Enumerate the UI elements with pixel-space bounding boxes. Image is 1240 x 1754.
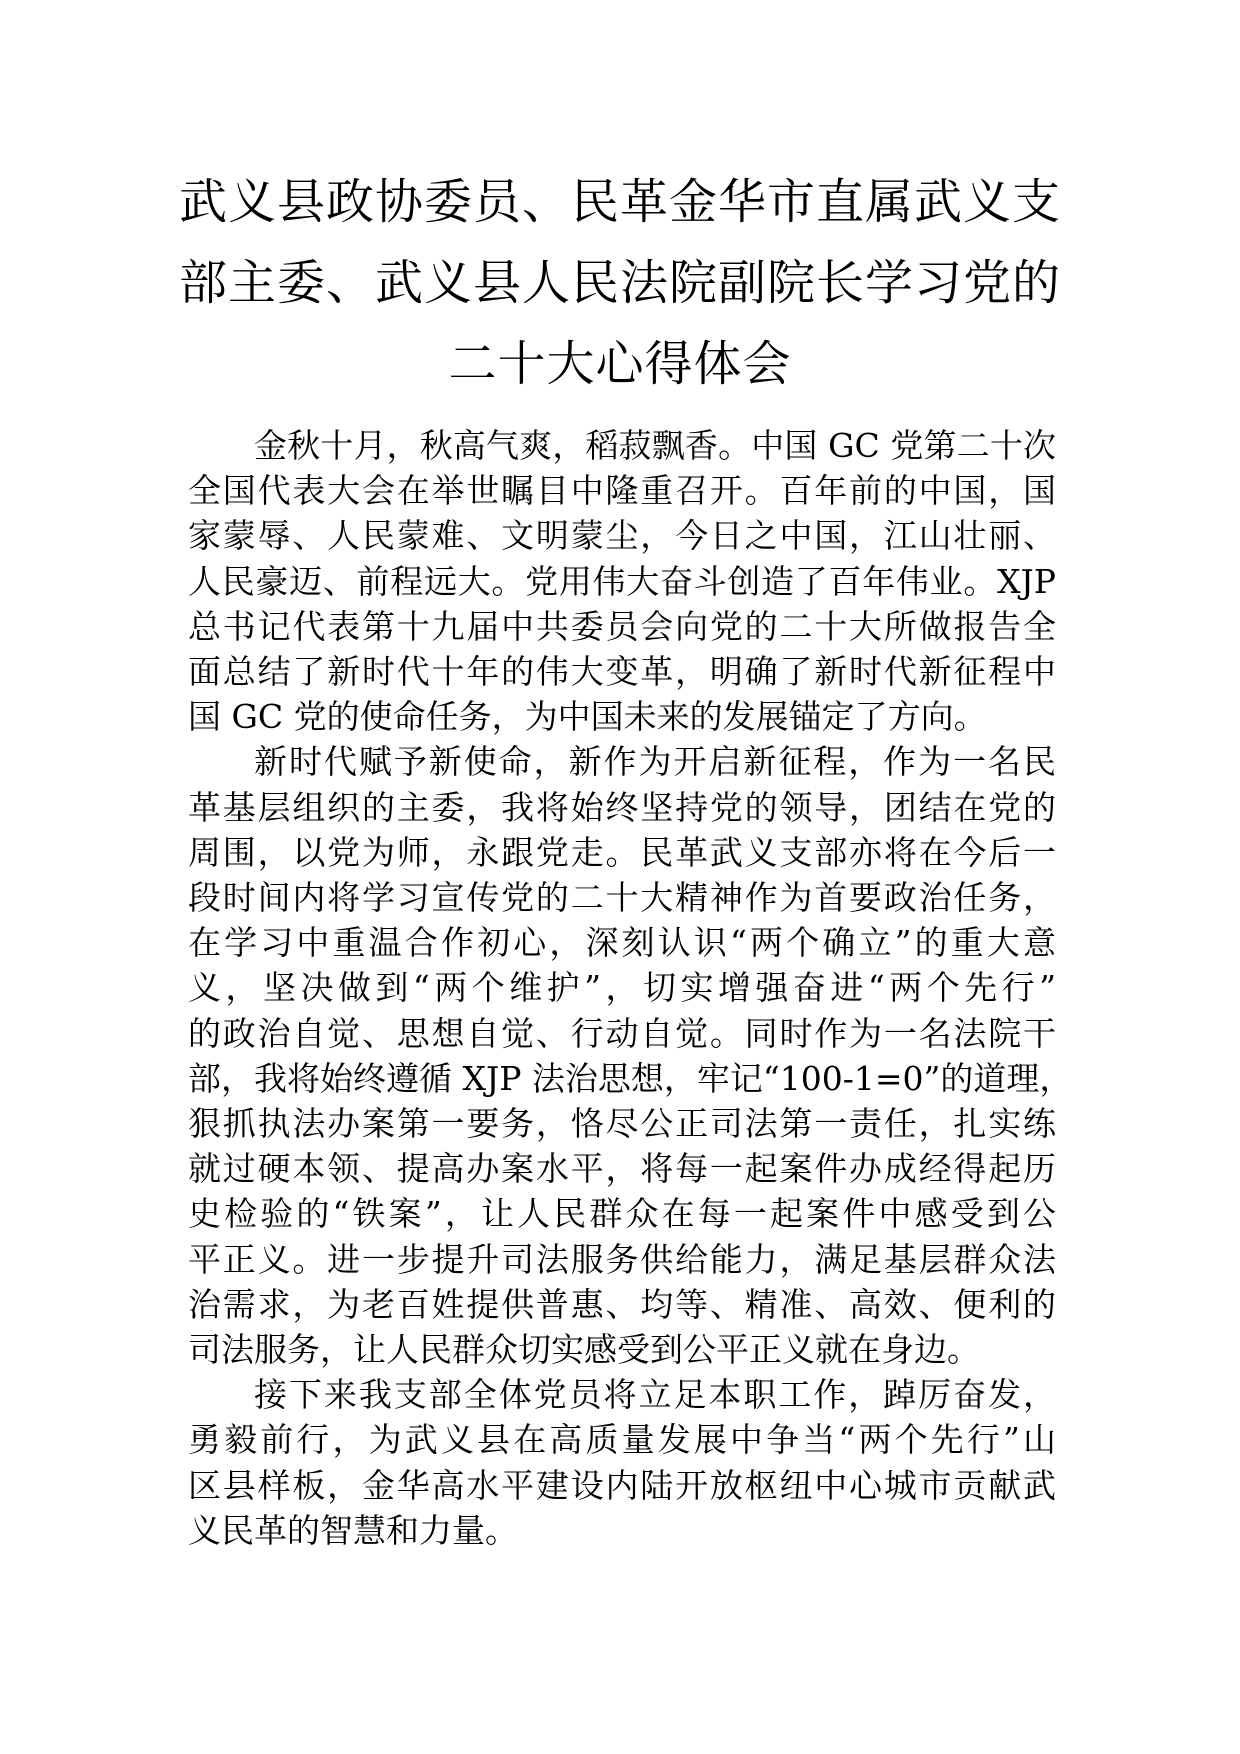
paragraph [188,1372,1056,1553]
text-line: 平正义。进一步提升司法服务供给能力，满足基层群众法 [188,1239,1056,1279]
title-line: 武义县政协委员、民革金华市直属武义支 [178,174,1061,230]
text-line: 狠抓执法办案第一要务，恪尽公正司法第一责任，扎实练 [188,1104,1056,1144]
text-line: 史检验的“铁案”，让人民群众在每一起案件中感受到公 [188,1194,1056,1234]
text-line: 部，我将始终遵循 XJP 法治思想，牢记“100-1=0”的道理， [188,1058,1073,1098]
text-line: 周围，以党为师，永跟党走。民革武义支部亦将在今后一 [188,832,1056,872]
text-line: 总书记代表第十九届中共委员会向党的二十大所做报告全 [188,606,1056,646]
text-line: 接下来我支部全体党员将立足本职工作，踔厉奋发， [254,1375,1056,1415]
text-line: 新时代赋予新使命，新作为开启新征程，作为一名民 [254,742,1056,782]
title-line: 部主委、武义县人民法院副院长学习党的 [178,255,1061,311]
text-line: 治需求，为老百姓提供普惠、均等、精准、高效、便利的 [188,1284,1056,1324]
paragraph [188,739,1073,1372]
document-body [188,423,1073,1553]
text-line: 人民豪迈、前程远大。党用伟大奋斗创造了百年伟业。XJP [188,561,1056,601]
text-line: 的政治自觉、思想自觉、行动自觉。同时作为一名法院干 [188,1013,1056,1053]
text-line: 就过硬本领、提高办案水平，将每一起案件办成经得起历 [188,1149,1056,1189]
text-line: 革基层组织的主委，我将始终坚持党的领导，团结在党的 [188,787,1056,827]
text-line: 区县样板，金华高水平建设内陆开放枢纽中心城市贡献武 [188,1465,1056,1505]
text-line: 面总结了新时代十年的伟大变革，明确了新时代新征程中 [188,652,1056,692]
text-line: 勇毅前行，为武义县在高质量发展中争当“两个先行”山 [188,1420,1056,1460]
text-line: 金秋十月，秋高气爽，稻菽飘香。中国 GC 党第二十次 [254,426,1056,465]
text-line: 在学习中重温合作初心，深刻认识“两个确立”的重大意 [188,923,1056,963]
document-title [170,162,1070,405]
paragraph [188,423,1056,739]
text-line: 国 GC 党的使命任务，为中国未来的发展锚定了方向。 [188,697,987,737]
text-line: 家蒙辱、人民蒙难、文明蒙尘，今日之中国，江山壮丽、 [188,516,1056,556]
title-line: 二十大心得体会 [448,336,792,392]
text-line: 义，坚决做到“两个维护”，切实增强奋进“两个先行” [188,968,1056,1008]
text-line: 义民革的智慧和力量。 [188,1510,518,1550]
text-line: 司法服务，让人民群众切实感受到公平正义就在身边。 [188,1330,980,1370]
text-line: 段时间内将学习宣传党的二十大精神作为首要政治任务， [188,878,1056,918]
text-line: 全国代表大会在举世瞩目中隆重召开。百年前的中国，国 [188,471,1056,511]
